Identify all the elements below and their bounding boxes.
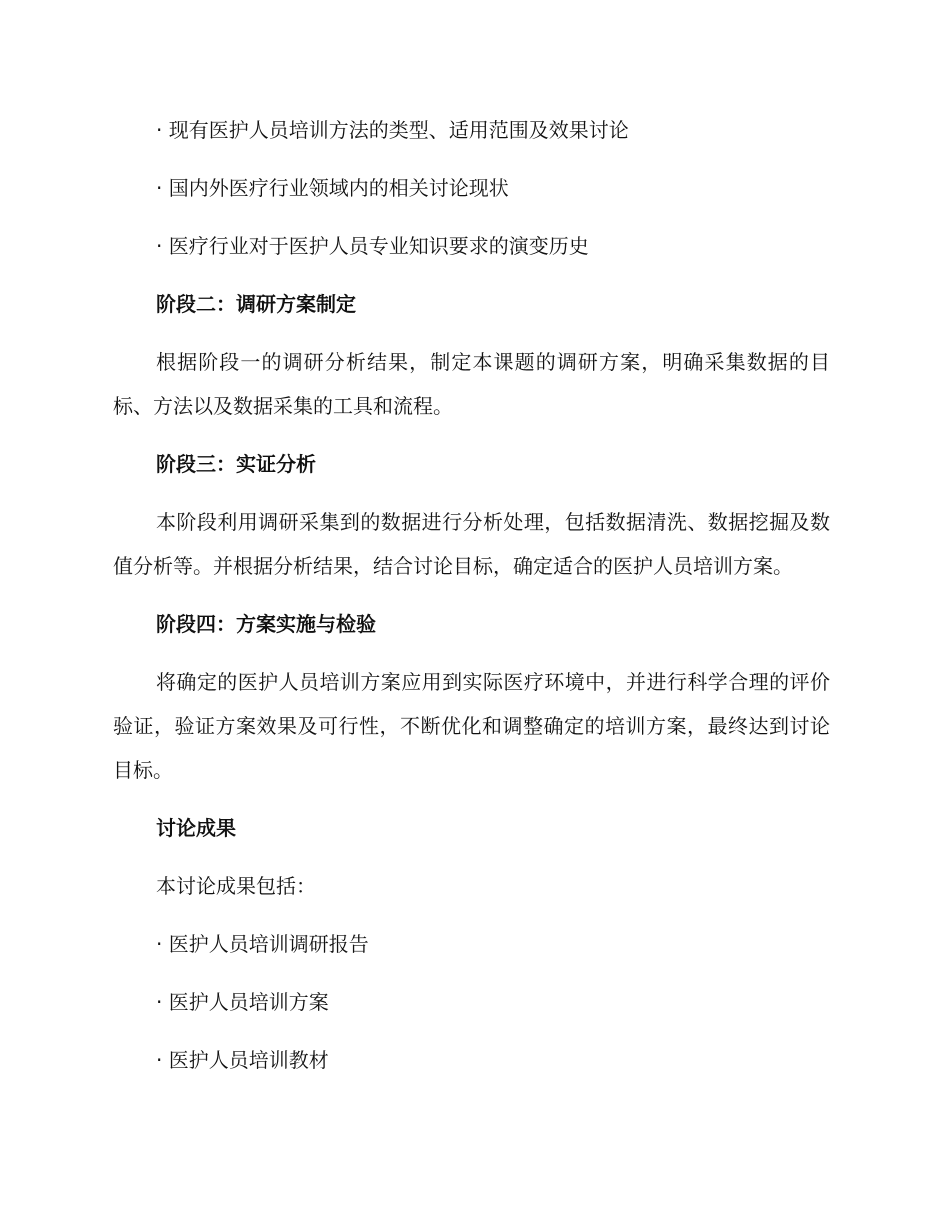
result-item-report: · 医护人员培训调研报告 — [156, 922, 830, 966]
stage2-paragraph: 根据阶段一的调研分析结果，制定本课题的调研方案，明确采集数据的目标、方法以及数据采集的工具和流程。 — [113, 350, 830, 418]
stage3-heading: 阶段三：实证分析 — [156, 452, 316, 476]
stage3-paragraph: 本阶段利用调研采集到的数据进行分析处理，包括数据清洗、数据挖掘及数值分析等。并根据分析结果，结合讨论目标，确定适合的医护人员培训方案。 — [113, 510, 830, 578]
result-item-materials: · 医护人员培训教材 — [156, 1038, 830, 1082]
stage4-heading: 阶段四：方案实施与检验 — [156, 612, 376, 636]
bullet-knowledge-history: · 医疗行业对于医护人员专业知识要求的演变历史 — [156, 224, 830, 268]
stage2-heading: 阶段二：调研方案制定 — [156, 292, 356, 316]
results-heading: 讨论成果 — [156, 816, 236, 840]
bullet-training-methods: · 现有医护人员培训方法的类型、适用范围及效果讨论 — [156, 108, 830, 152]
result-item-plan: · 医护人员培训方案 — [156, 980, 830, 1024]
stage4-paragraph: 将确定的医护人员培训方案应用到实际医疗环境中，并进行科学合理的评价验证，验证方案效果及可行性，不断优化和调整确定的培训方案，最终达到讨论目标。 — [113, 670, 830, 782]
document-page — [113, 108, 830, 1096]
results-intro: 本讨论成果包括： — [156, 874, 316, 898]
bullet-research-status: · 国内外医疗行业领域内的相关讨论现状 — [156, 166, 830, 210]
